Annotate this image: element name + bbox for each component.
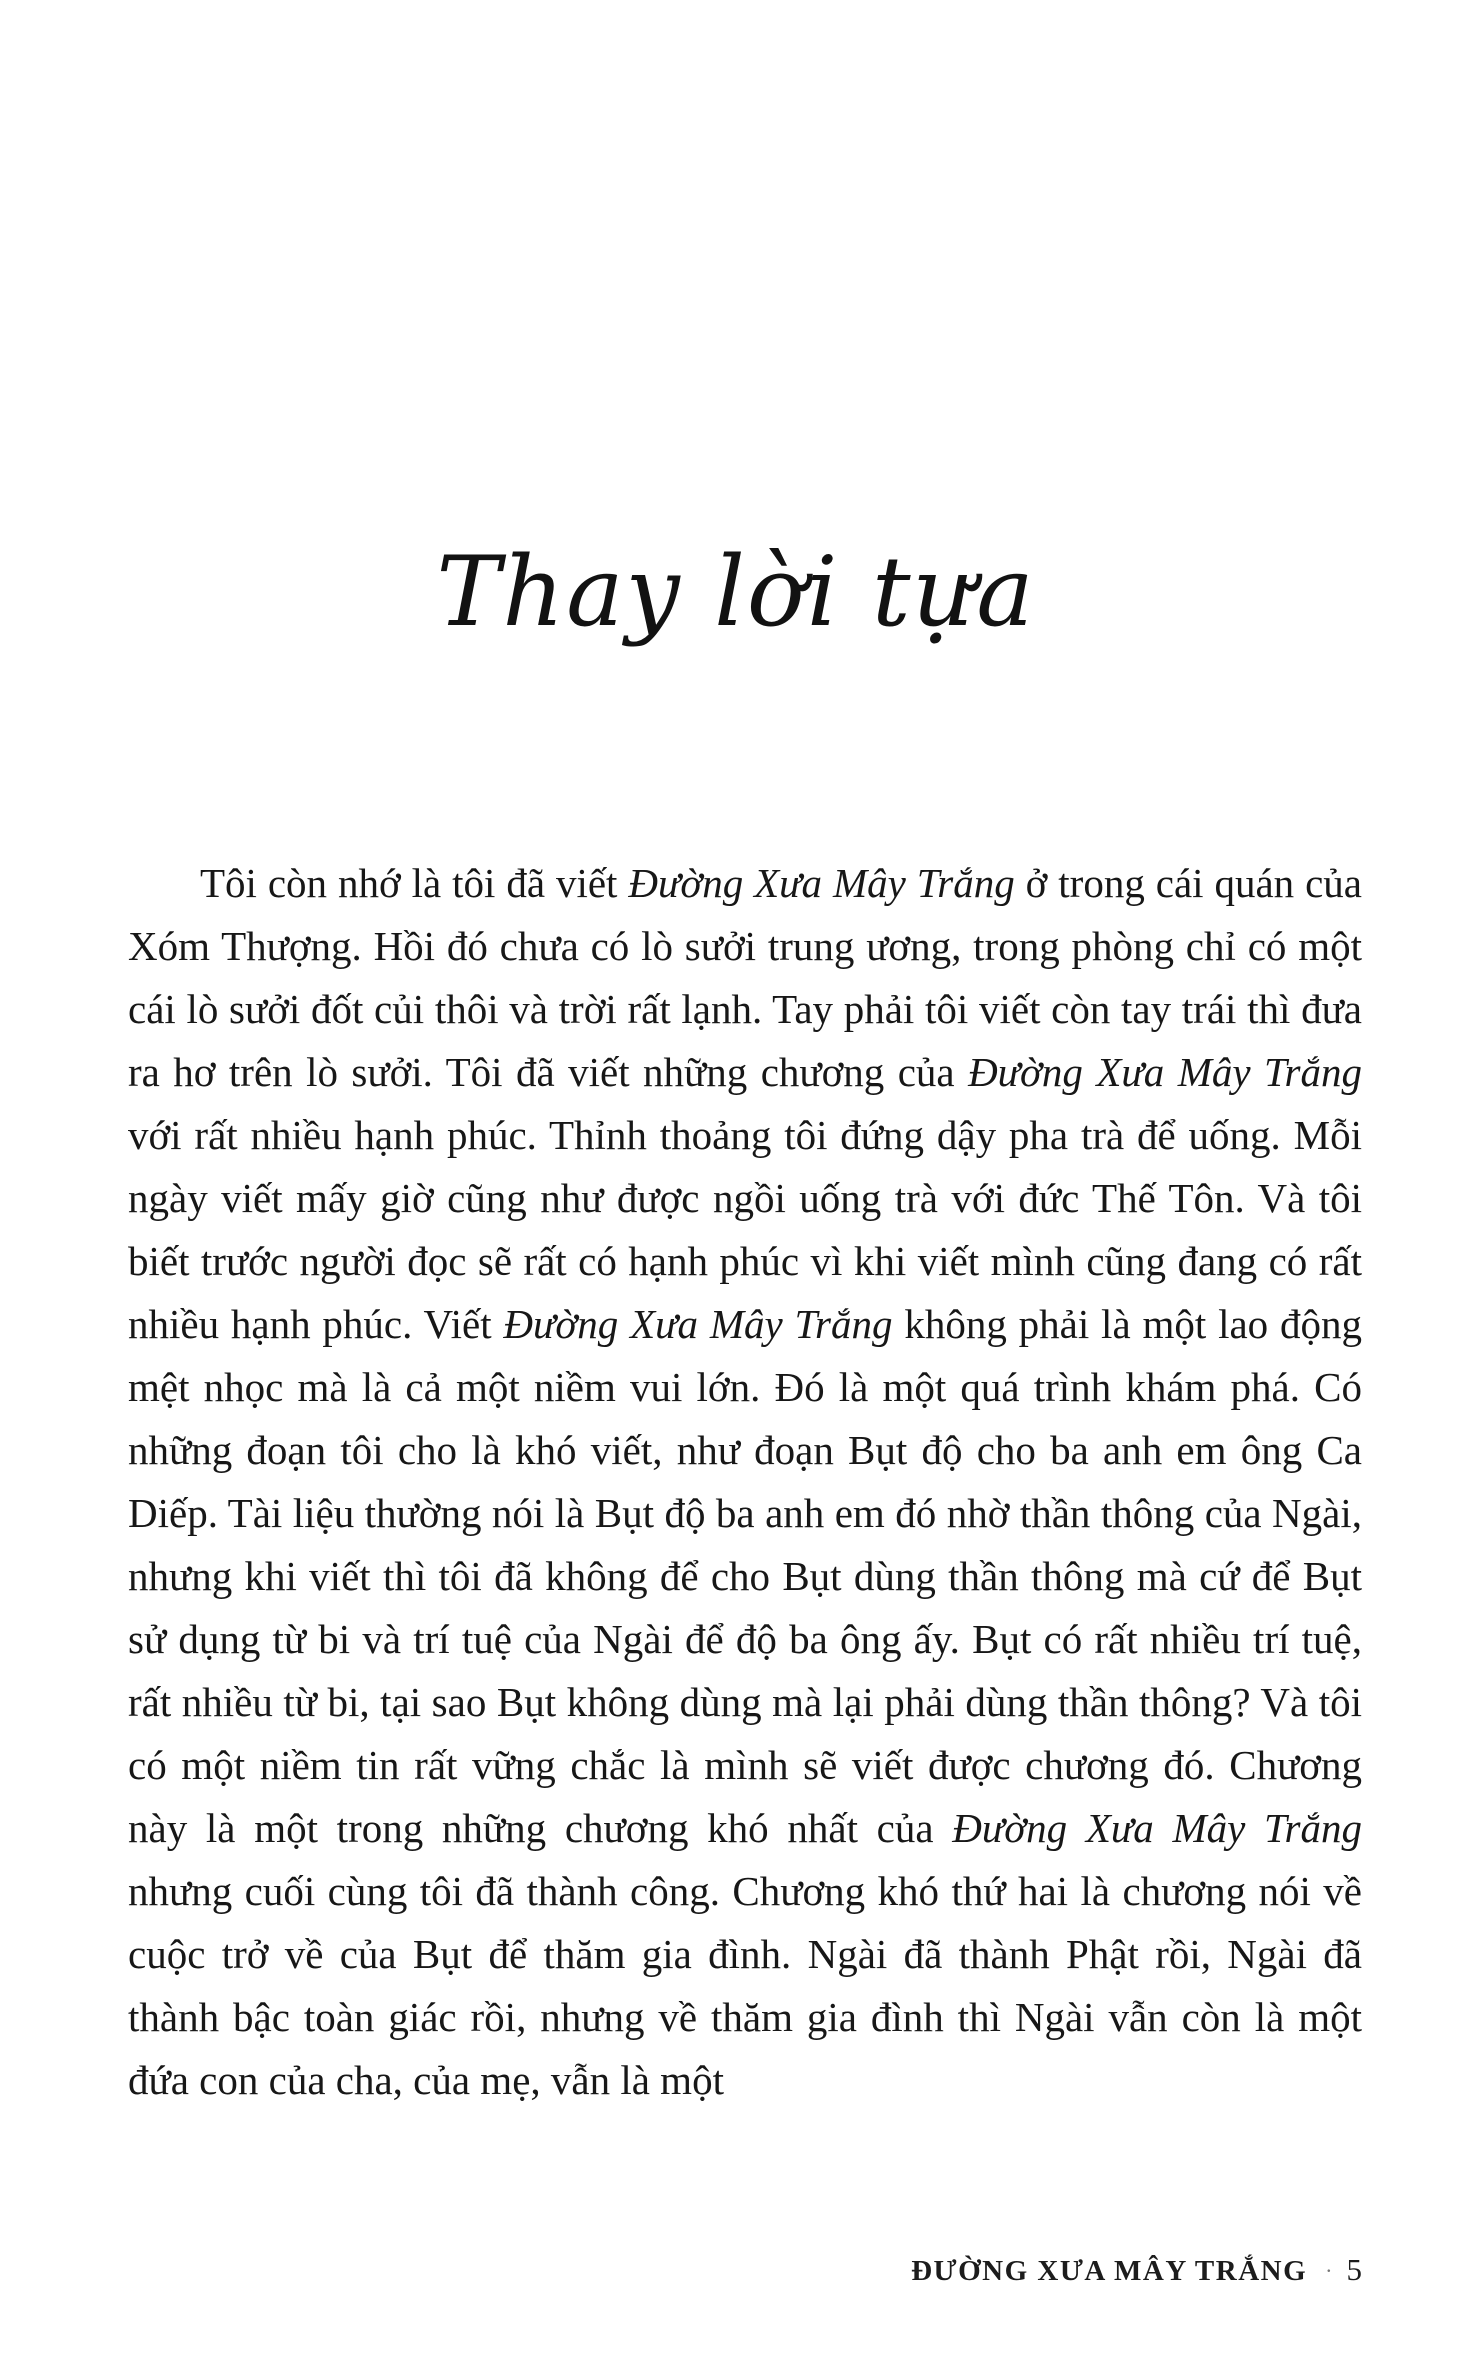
footer-page-number: 5: [1346, 2252, 1362, 2287]
footer-book-title: ĐƯỜNG XƯA MÂY TRẮNG: [911, 2255, 1308, 2287]
body-text-segment: Tôi còn nhớ là tôi đã viết: [200, 860, 629, 906]
inline-book-title: Đường Xưa Mây Trắng: [503, 1301, 893, 1347]
inline-book-title: Đường Xưa Mây Trắng: [952, 1805, 1363, 1851]
body-text-segment: nhưng cuối cùng tôi đã thành công. Chương khó thứ hai là chương nói về cuộc trở về của Bụt để thăm gia đình. Ngài đã thành Phật rồi, Ngài đã thành bậc toàn giác rồi, nhưng về thăm gia đình thì Ngài vẫn còn là một đứa con của cha, của mẹ, vẫn là một: [128, 1868, 1362, 2103]
inline-book-title: Đường Xưa Mây Trắng: [628, 860, 1015, 906]
body-text-segment: không phải là một lao động mệt nhọc mà là cả một niềm vui lớn. Đó là một quá trình khám phá. Có những đoạn tôi cho là khó viết, như đoạn Bụt độ cho ba anh em ông Ca Diếp. Tài liệu thường nói là Bụt độ ba anh em đó nhờ thần thông của Ngài, nhưng khi viết thì tôi đã không để cho Bụt dùng thần thông mà cứ để Bụt sử dụng từ bi và trí tuệ của Ngài để độ ba ông ấy. Bụt có rất nhiều trí tuệ, rất nhiều từ bi, tại sao Bụt không dùng mà lại phải dùng thần thông? Và tôi có một niềm tin rất vững chắc là mình sẽ viết được chương đó. Chương này là một trong những chương khó nhất của: [128, 1301, 1362, 1851]
footer-separator-dot: ·: [1325, 2258, 1333, 2283]
inline-book-title: Đường Xưa Mây Trắng: [968, 1049, 1362, 1095]
body-text-segment: ở trong cái quán của Xóm Thượng. Hồi đó chưa có lò sưởi trung ương, trong phòng chỉ có một cái lò sưởi đốt củi thôi và trời rất lạnh. Tay phải tôi viết còn tay trái thì đưa ra hơ trên lò sưởi. Tôi đã viết những chương của: [128, 860, 1362, 1095]
chapter-title: Thay lời tựa: [436, 536, 1036, 648]
running-footer: [911, 2252, 1362, 2288]
body-paragraph: [128, 852, 1362, 2112]
body-text-segment: với rất nhiều hạnh phúc. Thỉnh thoảng tôi đứng dậy pha trà để uống. Mỗi ngày viết mấy giờ cũng như được ngồi uống trà với đức Thế Tôn. Và tôi biết trước người đọc sẽ rất có hạnh phúc vì khi viết mình cũng đang có rất nhiều hạnh phúc. Viết: [128, 1112, 1362, 1347]
